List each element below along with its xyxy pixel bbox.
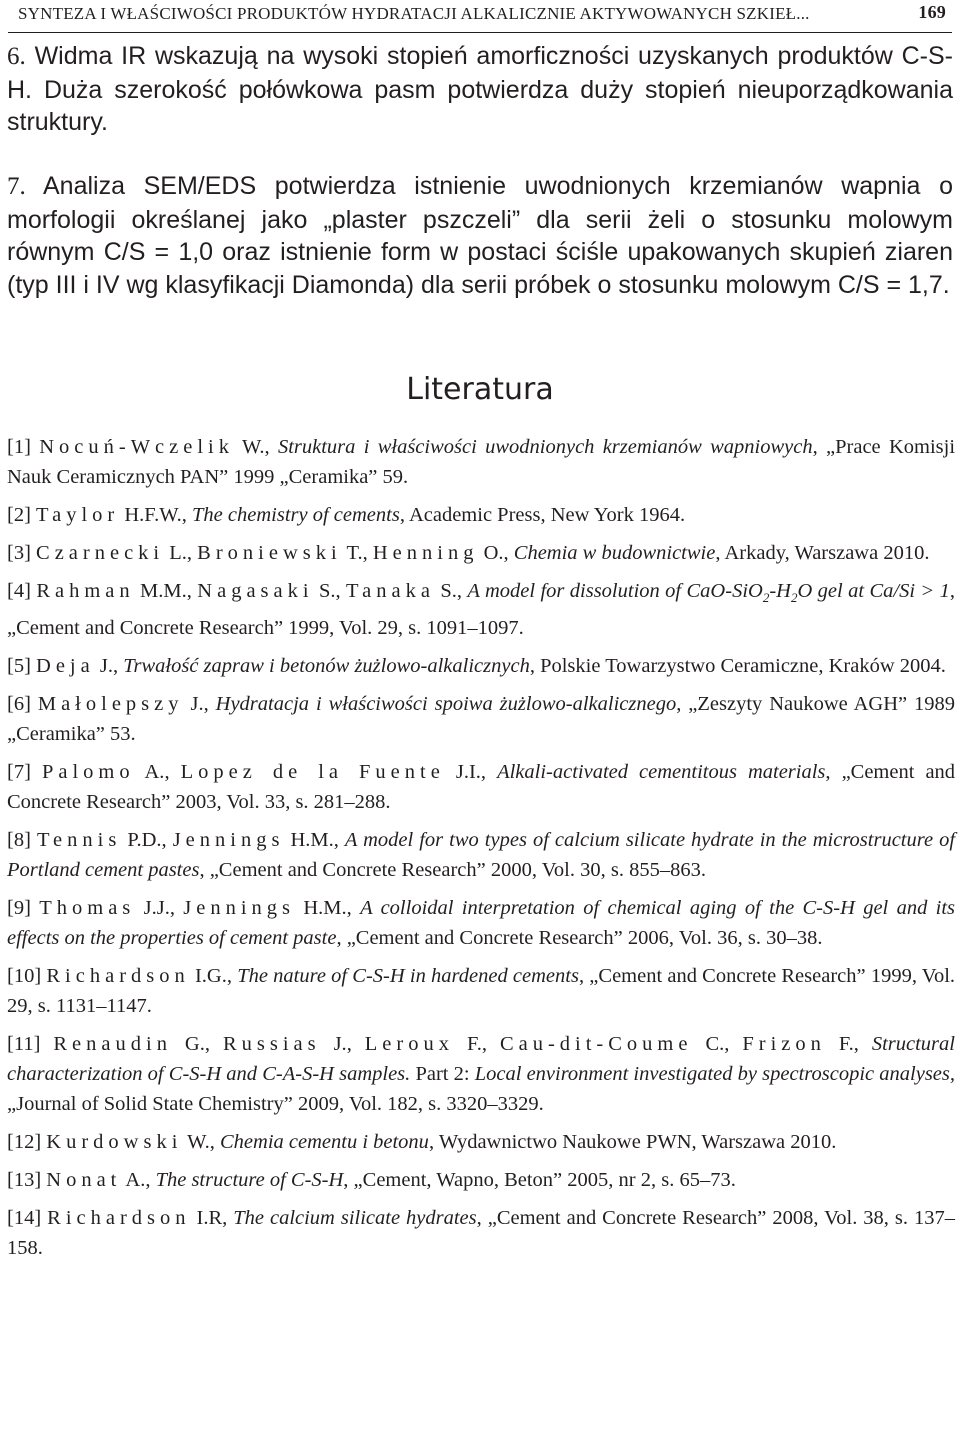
reference-item: [4] Rahman M.M., Nagasaki S., Tanaka S., A model for dissolution of CaO-$SiO_2-H_2O$ gel at Ca/Si > 1, „Cement and Concrete Research” 1999, Vol. 29, s. 1091–1097. bbox=[7, 580, 956, 640]
reference-author-surname: Nonat bbox=[46, 1169, 122, 1192]
reference-author-initials: W. bbox=[187, 1131, 210, 1154]
reference-title: Struktura i właściwości uwodnionych krzemianów wapniowych bbox=[277, 436, 813, 458]
reference-list bbox=[7, 432, 955, 1271]
reference-author-surname: Broniewski bbox=[197, 542, 342, 564]
reference-item: [12] Kurdowski W., Chemia cementu i betonu, Wydawnictwo Naukowe PWN, Warszawa 2010. bbox=[7, 1131, 837, 1154]
reference-item: [13] Nonat A., The structure of C-S-H, „Cement, Wapno, Beton” 2005, nr 2, s. 65–73. bbox=[7, 1169, 736, 1192]
reference-author-surname: Nagasaki bbox=[197, 580, 314, 602]
reference-label: [5] bbox=[7, 655, 31, 678]
reference-author-initials: W. bbox=[241, 436, 265, 458]
reference-author-initials: H.M. bbox=[303, 897, 347, 920]
reference-author-surname: Palomo bbox=[41, 761, 135, 784]
reference-author-surname: Nocuń-Wczelik bbox=[39, 436, 234, 458]
reference-title: Trwałość zapraw i betonów żużlowo-alkalicznych bbox=[123, 655, 530, 678]
reference-source: „Cement and Concrete Research” 1999, Vol. 29, s. 1091–1097. bbox=[7, 617, 524, 640]
reference-author-surname: Russias bbox=[222, 1033, 321, 1056]
reference-author-initials: J. bbox=[190, 693, 204, 716]
reference-source: „Cement and Concrete Research” 2003, Vol. 33, s. 281–288. bbox=[7, 761, 956, 814]
reference-author-surname: Deja bbox=[36, 655, 95, 678]
section-heading-literatura: Literatura bbox=[406, 372, 554, 407]
reference-author-surname: Tennis bbox=[36, 829, 122, 852]
reference-author-initials: S. bbox=[318, 580, 336, 602]
reference-author-surname: Rahman bbox=[36, 580, 135, 602]
reference-label: [14] bbox=[7, 1207, 42, 1230]
reference-subtitle: Local environment investigated by spectroscopic analyses, bbox=[474, 1063, 955, 1086]
reference-title: The calcium silicate hydrates bbox=[233, 1207, 477, 1230]
reference-author-initials: J.I. bbox=[455, 761, 481, 784]
reference-author-surname: Czarnecki bbox=[36, 542, 165, 564]
reference-label: [7] bbox=[7, 761, 31, 784]
reference-source: Academic Press, New York 1964. bbox=[408, 504, 686, 526]
reference-author-surname: Małolepszy bbox=[37, 693, 184, 716]
conclusion-paragraph-6 bbox=[7, 40, 953, 139]
reference-label: [6] bbox=[7, 693, 31, 716]
reference-author-initials: T. bbox=[346, 542, 363, 564]
reference-title: A model for two types of calcium silicate hydrate in the microstructure of Portland cement pastes bbox=[7, 829, 956, 882]
reference-author-surname: Thomas bbox=[39, 897, 136, 920]
reference-author-surname: Cau-dit-Coume bbox=[499, 1033, 693, 1056]
reference-author-surname: Richardson bbox=[47, 1207, 191, 1230]
reference-title: The structure of C-S-H bbox=[155, 1169, 344, 1192]
reference-label: [4] bbox=[7, 580, 31, 602]
reference-item: [1] Nocuń-Wczelik W., Struktura i właściwości uwodnionych krzemianów wapniowych, „Prace Komisji Nauk Ceramicznych PAN” 1999 „Ceramika” 59. bbox=[7, 436, 956, 488]
reference-author-initials: A. bbox=[144, 761, 165, 784]
reference-item: [14] Richardson I.R, The calcium silicate hydrates, „Cement and Concrete Research” 2008, Vol. 38, s. 137–158. bbox=[7, 1207, 956, 1260]
reference-title: Chemia cementu i betonu bbox=[220, 1131, 429, 1154]
reference-item: [8] Tennis P.D., Jennings H.M., A model for two types of calcium silicate hydrate in the microstructure of Portland cement pastes, „Cement and Concrete Research” 2000, Vol. 30, s. 855–863. bbox=[7, 829, 956, 882]
reference-source: Arkady, Warszawa 2010. bbox=[724, 542, 930, 564]
paragraph-number: 7. bbox=[7, 173, 26, 200]
subscript: 2 bbox=[790, 590, 798, 606]
reference-label: [10] bbox=[7, 965, 42, 988]
reference-title: The nature of C-S-H in hardened cements bbox=[237, 965, 579, 988]
reference-source: „Cement and Concrete Research” 2000, Vol. 30, s. 855–863. bbox=[209, 859, 706, 882]
reference-source: „Cement and Concrete Research” 1999, Vol. 29, s. 1131–1147. bbox=[7, 965, 956, 1018]
reference-item: [2] Taylor H.F.W., The chemistry of cements, Academic Press, New York 1964. bbox=[7, 504, 686, 526]
reference-author-initials: F. bbox=[838, 1033, 854, 1056]
reference-author-surname: Tanaka bbox=[346, 580, 435, 602]
reference-label: [11] bbox=[7, 1033, 41, 1056]
conclusion-paragraph-7 bbox=[7, 170, 953, 301]
reference-author-surname: Kurdowski bbox=[46, 1131, 183, 1154]
reference-title: Hydratacja i właściwości spoiwa żużlowo-alkalicznego bbox=[215, 693, 677, 716]
reference-author-initials: S. bbox=[440, 580, 457, 602]
reference-author-initials: H.F.W. bbox=[124, 504, 182, 526]
reference-label: [1] bbox=[7, 436, 31, 458]
reference-item: [7] Palomo A., Lopez de la Fuente J.I., Alkali-activated cementitous materials, „Cement and Concrete Research” 2003, Vol. 33, s. 281–288. bbox=[7, 761, 956, 814]
reference-author-surname: Henning bbox=[372, 542, 479, 564]
reference-item: [5] Deja J., Trwałość zapraw i betonów żużlowo-alkalicznych, Polskie Towarzystwo Ceramiczne, Kraków 2004. bbox=[7, 655, 946, 678]
reference-author-surname: Richardson bbox=[46, 965, 190, 988]
reference-author-initials: H.M. bbox=[290, 829, 334, 852]
reference-source: Polskie Towarzystwo Ceramiczne, Kraków 2004. bbox=[540, 655, 946, 678]
reference-author-surname: Jennings bbox=[172, 829, 285, 852]
reference-author-initials: I.G. bbox=[194, 965, 227, 988]
reference-author-initials: A. bbox=[125, 1169, 146, 1192]
reference-source: „Prace Komisji Nauk Ceramicznych PAN” 1999 „Ceramika” 59. bbox=[7, 436, 956, 488]
reference-item: [3] Czarnecki L., Broniewski T., Henning O., Chemia w budownictwie, Arkady, Warszawa 2010. bbox=[7, 542, 930, 564]
reference-author-initials: G. bbox=[184, 1033, 205, 1056]
reference-item: [6] Małolepszy J., Hydratacja i właściwości spoiwa żużlowo-alkalicznego, „Zeszyty Naukowe AGH” 1989 „Ceramika” 53. bbox=[7, 693, 956, 746]
reference-title: The chemistry of cements bbox=[192, 504, 400, 526]
reference-author-initials: M.M. bbox=[140, 580, 187, 602]
running-header bbox=[8, 0, 952, 33]
paragraph-text: Widma IR wskazują na wysoki stopień amorficzności uzyskanych produktów C-S-H. Duża szerokość połówkowa pasm potwierdza duży stopień nieuporządkowania struktury. bbox=[7, 42, 953, 136]
reference-author-initials: C. bbox=[705, 1033, 725, 1056]
reference-source: „Cement, Wapno, Beton” 2005, nr 2, s. 65–73. bbox=[353, 1169, 736, 1192]
reference-title: A model for dissolution of CaO-$SiO_2-H_2O$ gel at Ca/Si > 1 bbox=[467, 580, 950, 606]
reference-author-initials: O. bbox=[483, 542, 504, 564]
reference-author-surname: Leroux bbox=[364, 1033, 454, 1056]
reference-item: [11] Renaudin G., Russias J., Leroux F., Cau-dit-Coume C., Frizon F., Structural characterization of C-S-H and C-A-S-H samples. Part 2: Local environment investigated by spectroscopic analyses, „Journal of Solid State Chemistry” 2009, Vol. 182, s. 3320–3329. bbox=[7, 1033, 955, 1116]
reference-author-surname: Renaudin bbox=[53, 1033, 172, 1056]
reference-title: A colloidal interpretation of chemical aging of the C-S-H gel and its effects on the properties of cement paste bbox=[7, 897, 956, 950]
reference-author-surname: Frizon bbox=[742, 1033, 826, 1056]
reference-author-surname: Lopez de la Fuente bbox=[180, 761, 445, 784]
reference-item: [9] Thomas J.J., Jennings H.M., A colloidal interpretation of chemical aging of the C-S-H gel and its effects on the properties of cement paste, „Cement and Concrete Research” 2006, Vol. 36, s. 30–38. bbox=[7, 897, 956, 950]
reference-source: „Cement and Concrete Research” 2006, Vol. 36, s. 30–38. bbox=[346, 927, 823, 950]
reference-source: „Cement and Concrete Research” 2008, Vol. 38, s. 137–158. bbox=[7, 1207, 956, 1260]
reference-author-initials: L. bbox=[169, 542, 187, 564]
reference-author-initials: P.D. bbox=[127, 829, 162, 852]
paragraph-text: Analiza SEM/EDS potwierdza istnienie uwodnionych krzemianów wapnia o morfologii określanej jako „plaster pszczeli” dla serii żeli o stosunku molowym równym C/S = 1,0 oraz istnienie form w postaci ściśle upakowanych skupień ziaren (typ III i IV wg klasyfikacji Diamonda) dla serii próbek o stosunku molowym C/S = 1,7. bbox=[7, 172, 953, 299]
reference-title: Alkali-activated cementitous materials bbox=[497, 761, 826, 784]
reference-author-initials: F. bbox=[466, 1033, 482, 1056]
reference-label: [3] bbox=[7, 542, 31, 564]
reference-item: [10] Richardson I.G., The nature of C-S-H in hardened cements, „Cement and Concrete Research” 1999, Vol. 29, s. 1131–1147. bbox=[7, 965, 956, 1018]
reference-source: Wydawnictwo Naukowe PWN, Warszawa 2010. bbox=[438, 1131, 837, 1154]
reference-source: „Journal of Solid State Chemistry” 2009, Vol. 182, s. 3320–3329. bbox=[7, 1093, 544, 1116]
reference-author-surname: Jennings bbox=[183, 897, 296, 920]
reference-label: [13] bbox=[7, 1169, 42, 1192]
reference-author-surname: Taylor bbox=[36, 504, 120, 526]
reference-title: Structural characterization of C-S-H and C-A-S-H samples. bbox=[7, 1033, 955, 1086]
reference-label: [8] bbox=[7, 829, 31, 852]
reference-label: [2] bbox=[7, 504, 31, 526]
reference-author-initials: J. bbox=[99, 655, 113, 678]
reference-author-initials: J.J. bbox=[143, 897, 170, 920]
reference-author-initials: I.R bbox=[196, 1207, 223, 1230]
page-number: 169 bbox=[918, 2, 946, 22]
reference-author-initials: J. bbox=[333, 1033, 347, 1056]
reference-source: „Zeszyty Naukowe AGH” 1989 „Ceramika” 53. bbox=[7, 693, 956, 746]
reference-part: Part 2: bbox=[410, 1063, 475, 1086]
running-title: SYNTEZA I WŁAŚCIWOŚCI PRODUKTÓW HYDRATACJI ALKALICZNIE AKTYWOWANYCH SZKIEŁ... bbox=[18, 4, 810, 23]
reference-title: Chemia w budownictwie bbox=[513, 542, 716, 564]
reference-label: [12] bbox=[7, 1131, 42, 1154]
subscript: 2 bbox=[762, 590, 770, 606]
reference-label: [9] bbox=[7, 897, 31, 920]
paragraph-number: 6. bbox=[7, 43, 26, 70]
